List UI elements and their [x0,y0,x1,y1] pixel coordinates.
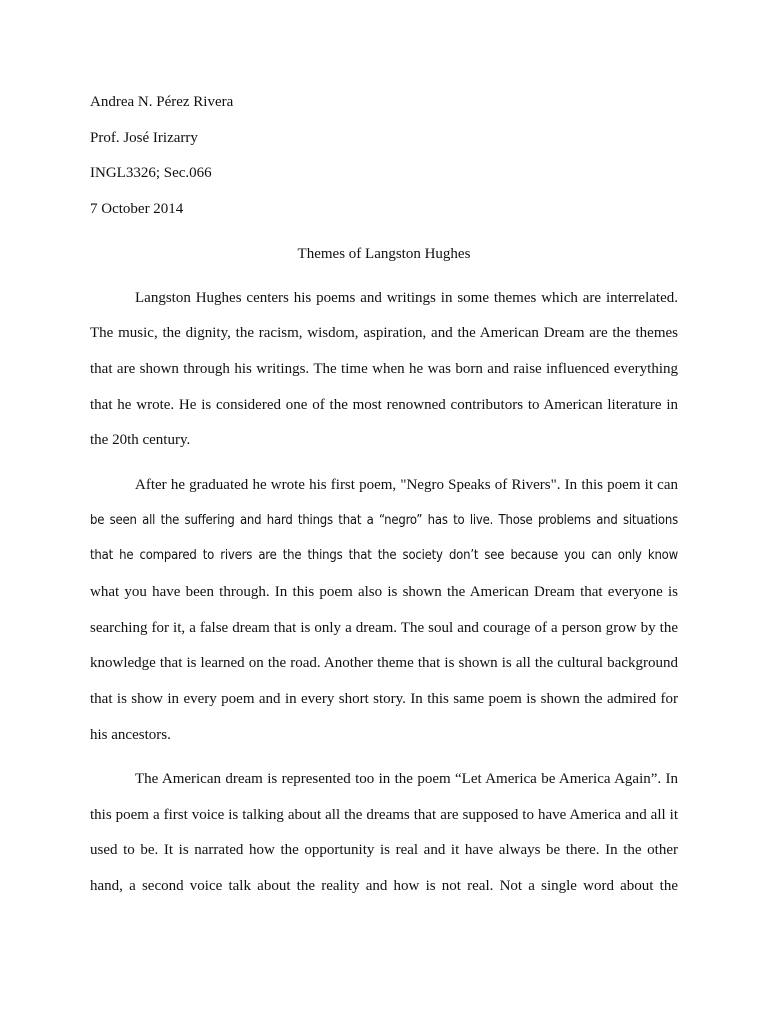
paragraph-line: The American dream is represented too in the poem “Let America be America Again”. In [135,771,678,787]
paragraph-line: that are shown through his writings. The time when he was born and raise influenced everything [90,361,678,377]
document-title: Themes of Langston Hughes [297,246,471,262]
paragraph-line: hand, a second voice talk about the reality and how is not real. Not a single word about the [90,878,678,894]
professor-name: Prof. José Irizarry [90,130,198,146]
course-info: INGL3326; Sec.066 [90,165,212,181]
paragraph-line: what you have been through. In this poem also is shown the American Dream that everyone is [90,584,678,600]
paragraph-line: be seen all the suffering and hard things that a “negro” has to live. Those problems and situations [90,513,678,528]
paragraph-line: his ancestors. [90,727,171,743]
document-date: 7 October 2014 [90,201,184,217]
paragraph-line: used to be. It is narrated how the opportunity is real and it have always be there. In the other [90,842,678,858]
paragraph-line: this poem a first voice is talking about all the dreams that are supposed to have America and all it [90,807,678,823]
paragraph-line: that he compared to rivers are the things that the society don’t see because you can only know [90,548,678,563]
paragraph-line: searching for it, a false dream that is only a dream. The soul and courage of a person grow by the [90,620,678,636]
paragraph-line: The music, the dignity, the racism, wisdom, aspiration, and the American Dream are the themes [90,325,678,341]
paragraph-line: After he graduated he wrote his first poem, "Negro Speaks of Rivers". In this poem it can [135,477,678,493]
paragraph-line: the 20th century. [90,432,191,448]
author-name: Andrea N. Pérez Rivera [90,94,234,110]
paragraph-line: that he wrote. He is considered one of the most renowned contributors to American literature in [90,397,678,413]
paragraph-line: Langston Hughes centers his poems and writings in some themes which are interrelated. [135,290,678,306]
paragraph-line: that is show in every poem and in every short story. In this same poem is shown the admired for [90,691,678,707]
paragraph-line: knowledge that is learned on the road. Another theme that is shown is all the cultural background [90,655,678,671]
